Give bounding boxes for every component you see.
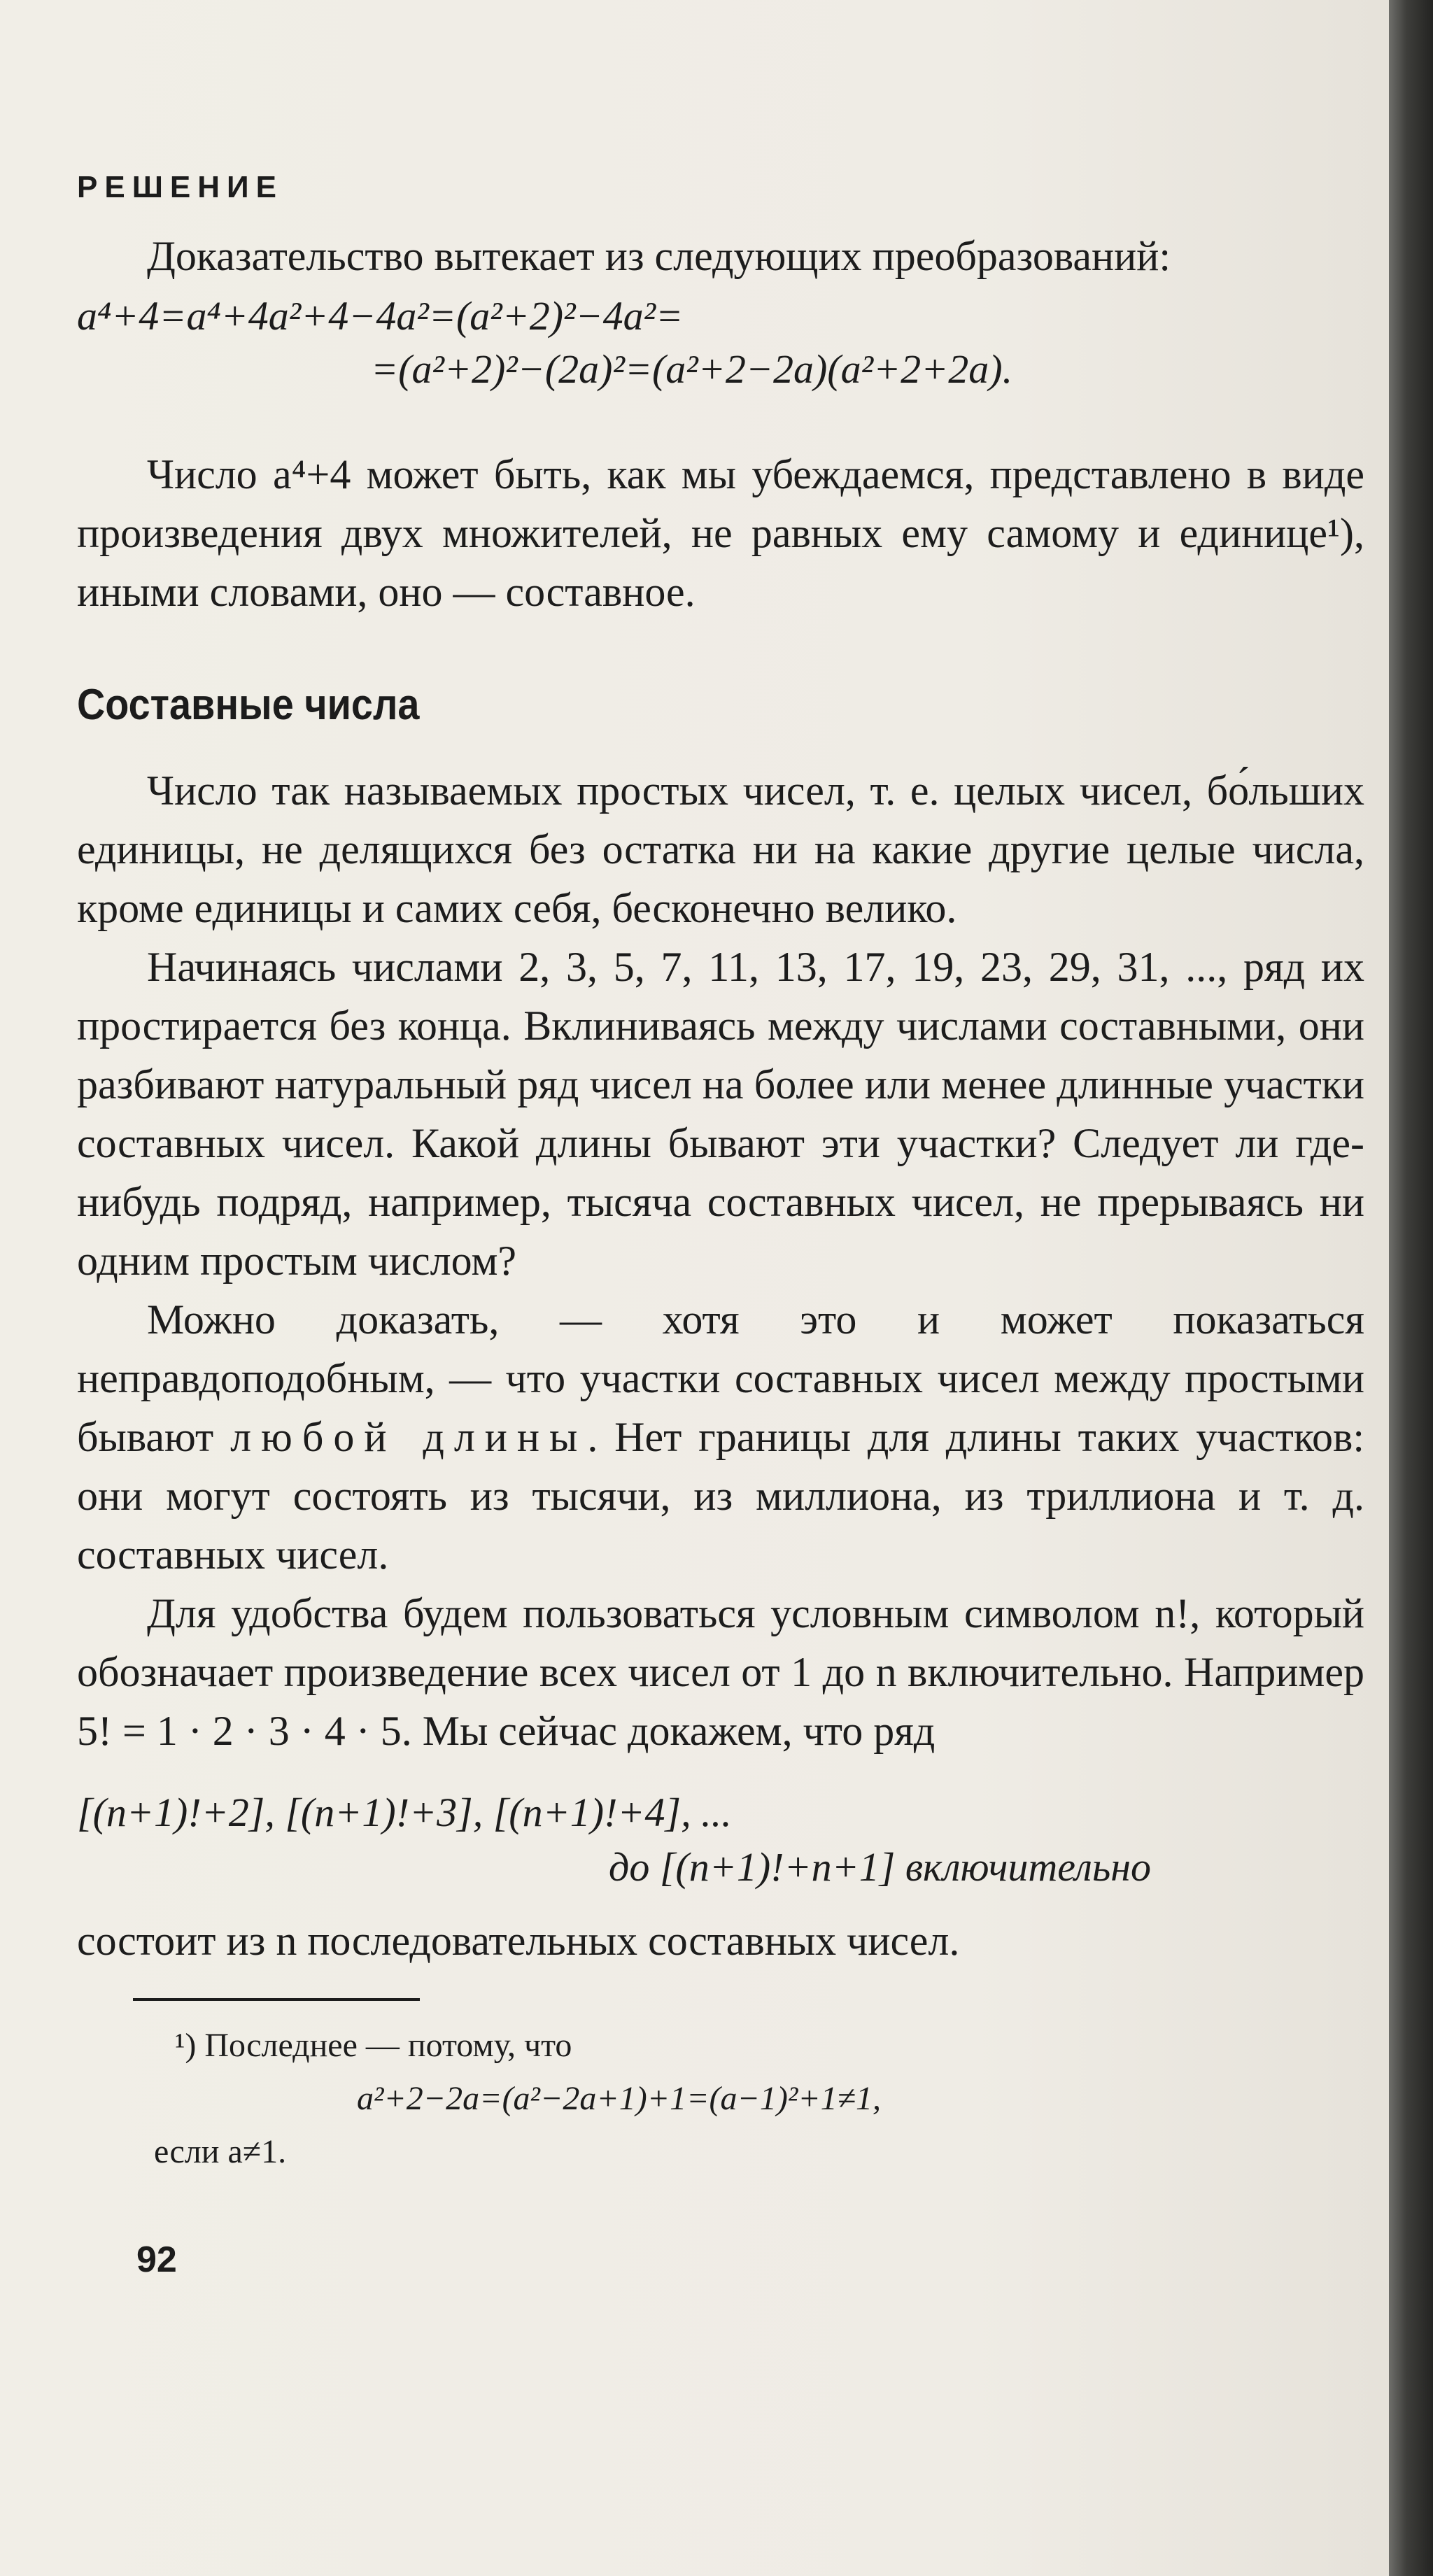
- page-number: 92: [136, 2239, 177, 2280]
- formula-sequence: [77, 1785, 1364, 1895]
- section-heading: Составные числа: [77, 681, 420, 729]
- paragraph-any-length-end: . Нет границы для длины таких участков: они могут состоять из тысячи, из миллиона, из триллиона и т. д. составных чисел.: [77, 1414, 1365, 1578]
- paragraph-sequence-claim: состоит из n последовательных составных чисел.: [77, 1918, 960, 1964]
- footnote-divider: [133, 1998, 420, 2001]
- paragraph-proof-intro: Доказательство вытекает из следующих преобразований:: [147, 233, 1171, 279]
- book-binding-shadow: [1389, 0, 1433, 2576]
- sequence-line-1: [(n+1)!+2], [(n+1)!+3], [(n+1)!+4], ...: [77, 1790, 732, 1835]
- formula-line-2: =(a²+2)²−(2a)²=(a²+2−2a)(a²+2+2a).: [371, 346, 1013, 392]
- sequence-line-2: до [(n+1)!+n+1] включительно: [609, 1844, 1152, 1890]
- footnote-text: ¹) Последнее — потому, что: [175, 2027, 572, 2064]
- formula-factorization: [77, 290, 1364, 396]
- formula-line-1: a⁴+4=a⁴+4a²+4−4a²=(a²+2)²−4a²=: [77, 293, 684, 339]
- paragraph-primes-definition: Число так называемых простых чисел, т. е. целых чисел, бо́льших единицы, не делящихся без остатка ни на какие другие целые числа, кроме единицы и самих себя, бесконечно велико.: [77, 767, 1364, 931]
- paragraph-factorial-notation: Для удобства будем пользоваться условным символом n!, который обозначает произведение всех чисел от 1 до n включительно. Например 5! = 1 · 2 · 3 · 4 · 5. Мы сейчас докажем, что ряд: [77, 1590, 1364, 1754]
- paragraph-composite-conclusion: Число a⁴+4 может быть, как мы убеждаемся, представлено в виде произведения двух множителей, не равных ему самому и единице¹), иными словами, оно — составное.: [77, 451, 1364, 615]
- emphasis-spaced: любой длины: [230, 1414, 588, 1460]
- footnote-condition: если a≠1.: [154, 2133, 287, 2170]
- paragraph-prime-sequence: Начинаясь числами 2, 3, 5, 7, 11, 13, 17, 19, 23, 29, 31, ..., ряд их простирается без конца. Вклиниваясь между числами составными, они разбивают натуральный ряд чисел на более или менее длинные участки составных чисел. Какой длины бывают эти участки? Следует ли где-нибудь подряд, например, тысяча составных чисел, не прерываясь ни одним простым числом?: [77, 944, 1364, 1284]
- page-content: [77, 168, 1364, 2281]
- footnote-formula: a²+2−2a=(a²−2a+1)+1=(a−1)²+1≠1,: [357, 2080, 881, 2117]
- paragraph-any-length: [77, 1290, 1364, 1584]
- paragraph-any-length-start: Можно доказать, — хотя это и может показаться неправдоподобным, — что участки составных чисел между простыми бывают: [77, 1296, 1364, 1460]
- footnote: [77, 2022, 1364, 2176]
- solution-label: РЕШЕНИЕ: [77, 170, 284, 204]
